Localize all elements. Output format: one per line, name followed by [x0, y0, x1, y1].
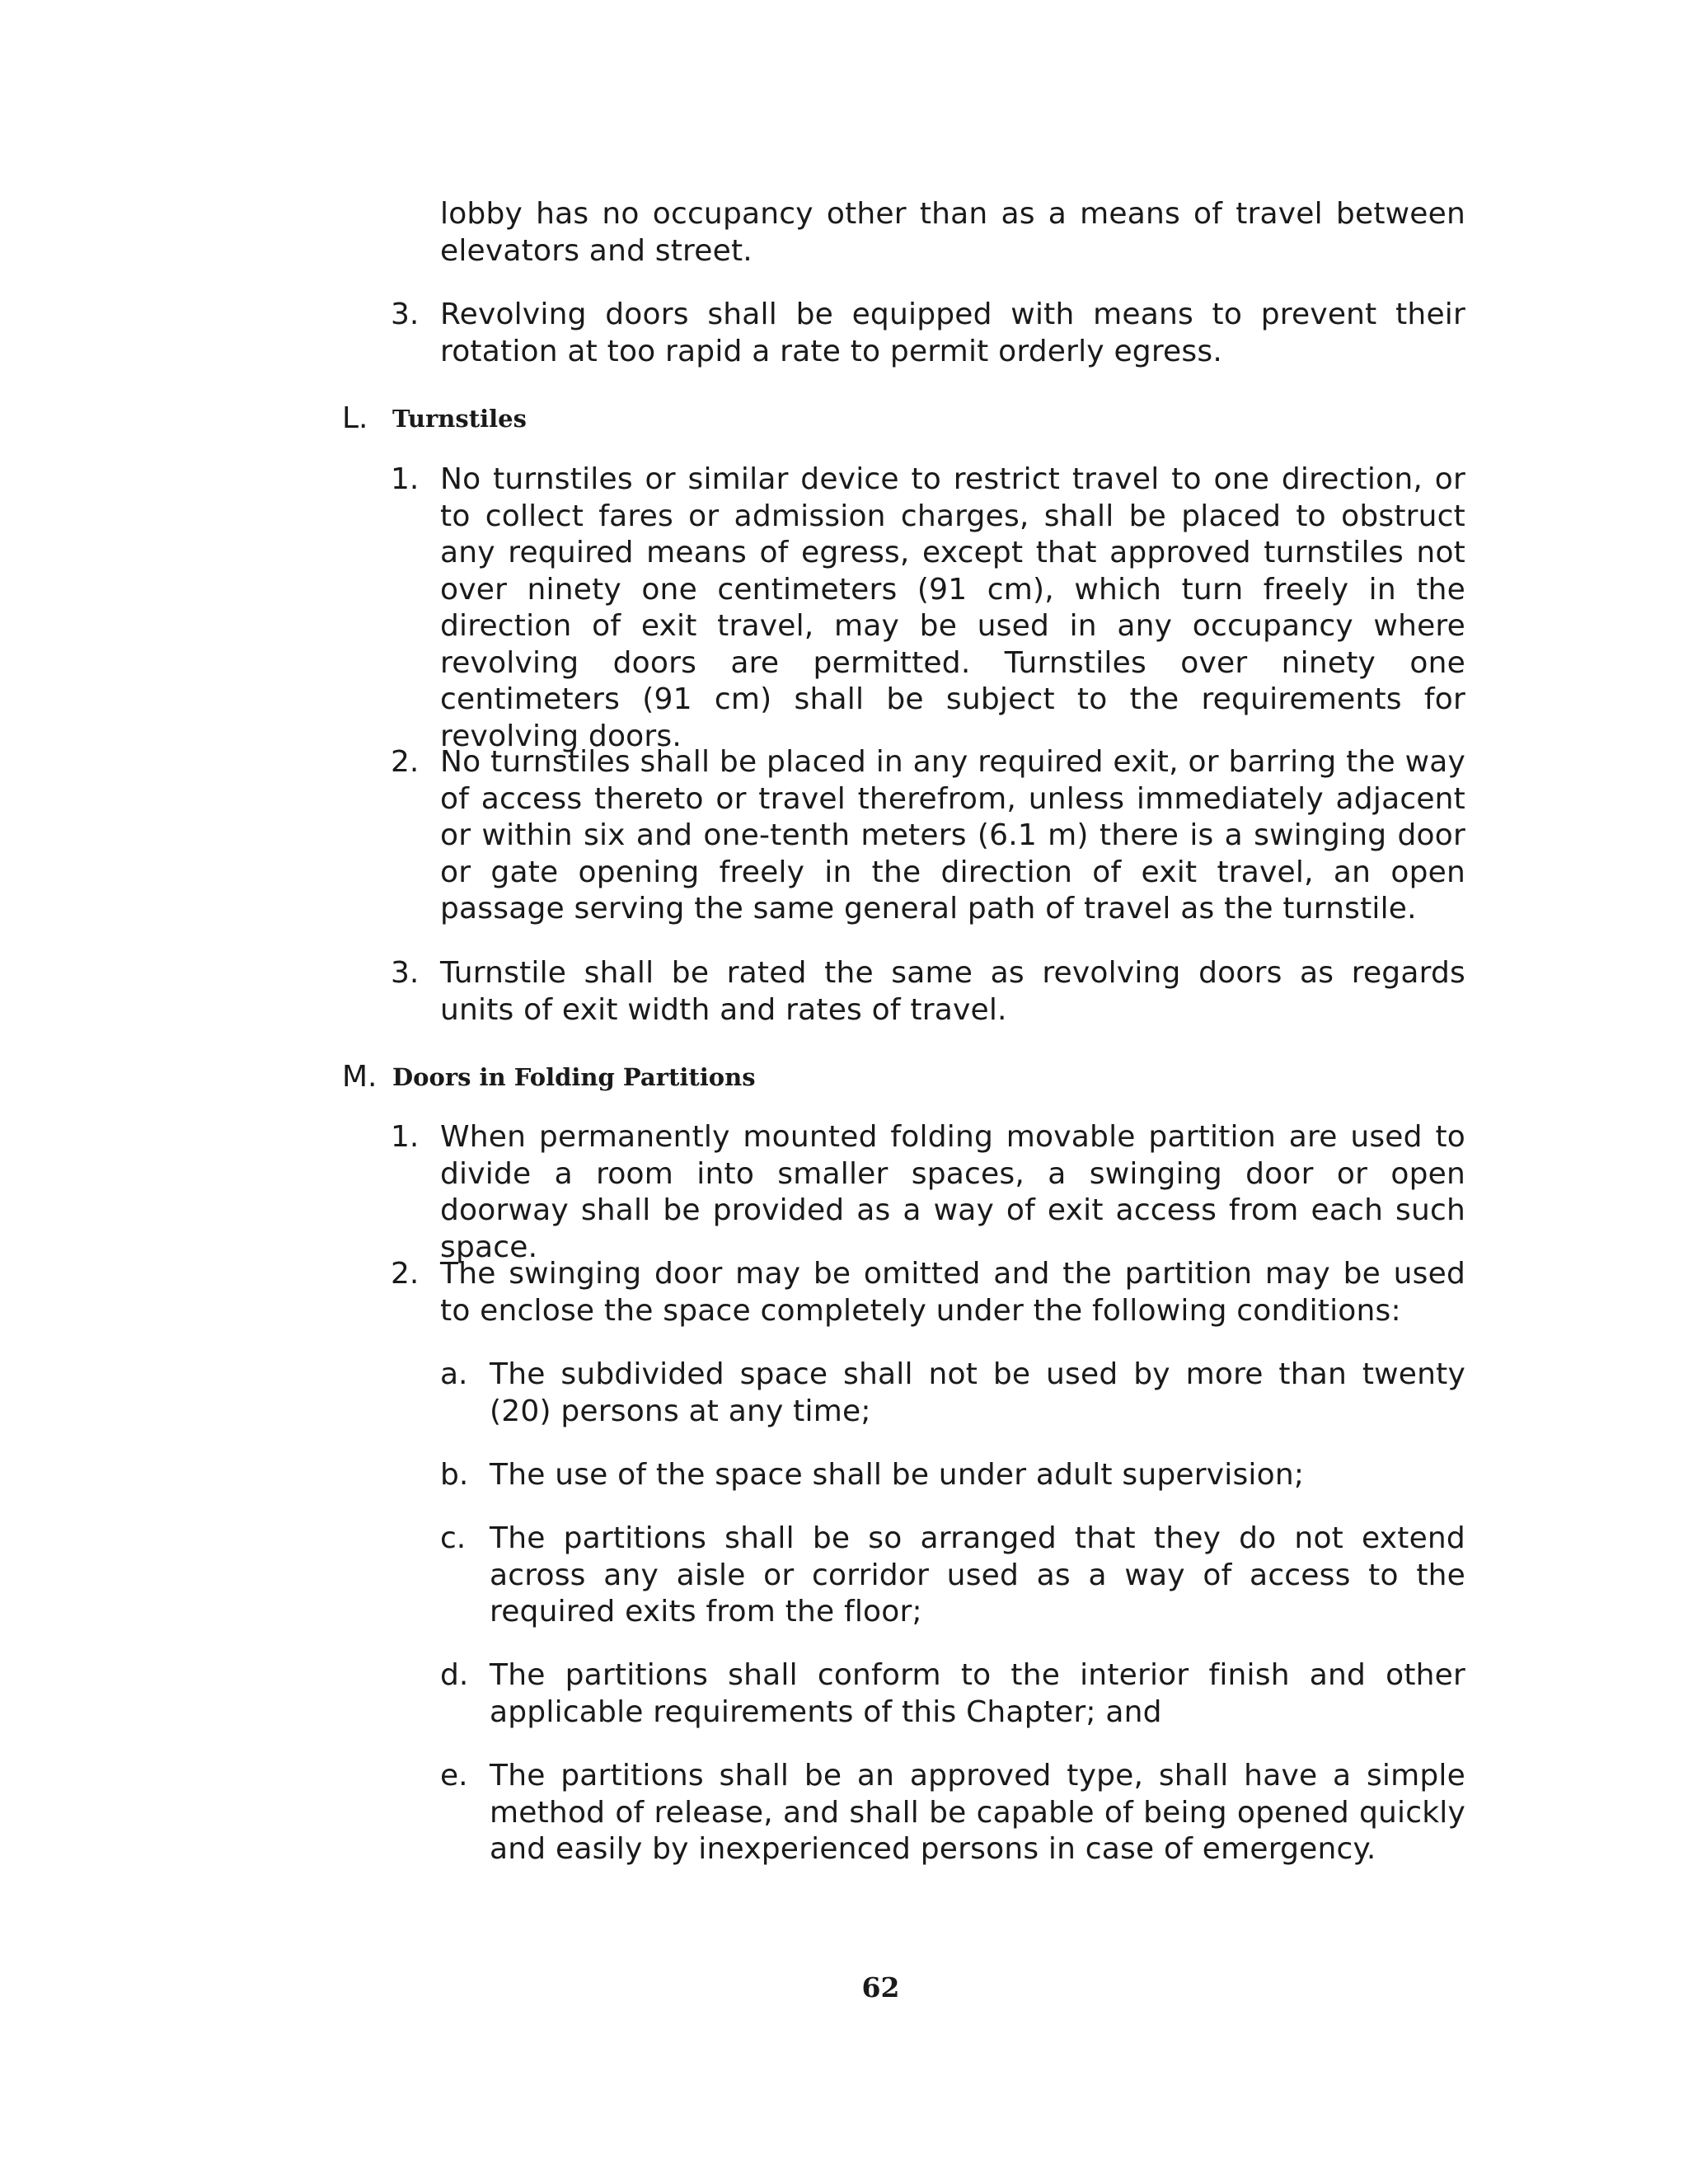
list-item-text: The swinging door may be omitted and the partition may be used to enclose the space completely under the following conditions:	[440, 1257, 1465, 1328]
item-marker: 1.	[391, 462, 420, 496]
subitem-text: The partitions shall be an approved type, shall have a simple method of release, and shall be capable of being opened quickly and easily by inexperienced persons in case of emergency.	[490, 1759, 1465, 1866]
section-letter: M.	[342, 1060, 377, 1094]
list-item-text: No turnstiles or similar device to restrict travel to one direction, or to collect fares or admission charges, shall be placed to obstruct any required means of egress, except that approved turnstiles not over ninety one centimeters (91 cm), which turn freely in the direction of exit travel, may be used in any occupancy where revolving doors are permitted. Turnstiles over ninety one centimeters (91 cm) shall be subject to the requirements for revolving doors.	[440, 462, 1465, 753]
subitem-marker: d.	[440, 1658, 469, 1692]
continuation-paragraph: lobby has no occupancy other than as a means of travel between elevators and street.	[440, 197, 1465, 268]
item-marker: 2.	[391, 1257, 420, 1291]
list-item-text: When permanently mounted folding movable partition are used to divide a room into smaller spaces, a swinging door or open doorway shall be provided as a way of exit access from each such space.	[440, 1120, 1465, 1264]
subitem-text: The subdivided space shall not be used by more than twenty (20) persons at any time;	[490, 1357, 1465, 1428]
subitem-marker: e.	[440, 1759, 468, 1793]
subitem-marker: a.	[440, 1357, 468, 1391]
subitem-text: The partitions shall be so arranged that they do not extend across any aisle or corridor used as a way of access to the required exits from the floor;	[490, 1521, 1465, 1629]
item-marker: 1.	[391, 1120, 420, 1154]
page-number: 62	[861, 1971, 900, 2004]
section-heading: Doors in Folding Partitions	[392, 1063, 756, 1091]
subitem-marker: c.	[440, 1521, 467, 1555]
section-heading: Turnstiles	[392, 405, 527, 433]
list-item-text: No turnstiles shall be placed in any required exit, or barring the way of access thereto or travel therefrom, unless immediately adjacent or within six and one-tenth meters (6.1 m) there is a swinging door or gate opening freely in the direction of exit travel, an open passage serving the same general path of travel as the turnstile.	[440, 745, 1465, 926]
subitem-marker: b.	[440, 1458, 469, 1492]
item-marker: 3.	[391, 298, 420, 331]
item-marker: 2.	[391, 745, 420, 779]
item-marker: 3.	[391, 956, 420, 990]
section-letter: L.	[342, 401, 368, 435]
list-item-text: Turnstile shall be rated the same as revolving doors as regards units of exit width and rates of travel.	[440, 956, 1465, 1027]
subitem-text: The partitions shall conform to the interior finish and other applicable requirements of this Chapter; and	[490, 1658, 1465, 1729]
list-item-text: Revolving doors shall be equipped with means to prevent their rotation at too rapid a rate to permit orderly egress.	[440, 298, 1465, 368]
subitem-text: The use of the space shall be under adult supervision;	[490, 1458, 1305, 1492]
